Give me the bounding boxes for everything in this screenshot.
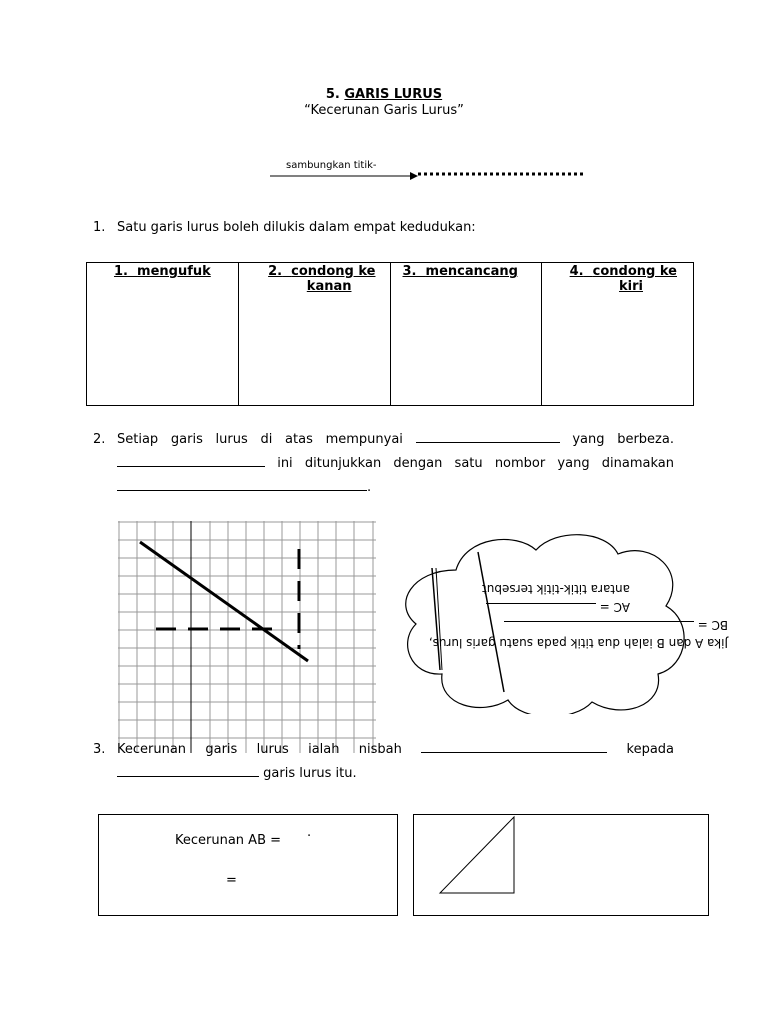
position-num: 3. [402,264,417,279]
title-number: 5. [325,87,340,102]
right-triangle-icon [438,815,518,897]
q2-text-2: yang berbeza. [572,432,674,447]
q3-line-1 [117,738,674,762]
cloud-line-2 [360,616,728,634]
position-cell-2 [238,263,390,406]
position-cell-1 [87,263,239,406]
formula-equals: = [226,873,237,888]
cloud-text [360,576,728,652]
q2-blank-3[interactable] [117,478,367,491]
q3-blank-1[interactable] [421,740,607,753]
q2-text-4: . [367,480,372,495]
position-cell-4 [542,263,694,406]
q3-text-2: kepada [626,742,675,757]
connect-label: sambungkan titik- [286,160,377,171]
cloud-line-4: antara titik-titik tersebut [482,582,630,596]
q3-text-3: garis lurus itu. [263,766,357,781]
q3-number: 3. [93,742,106,757]
q2-text-3: ini ditunjukkan dengan satu nombor yang dinamakan [277,456,674,471]
cloud-line-3 [360,598,728,616]
position-num: 1. [113,264,128,279]
q3-blank-2[interactable] [117,764,259,777]
graph-line-ab [140,542,308,661]
position-label: mengufuk [137,264,211,279]
cloud-line-1: Jika A dan B ialah dua titik pada suatu garis lurus, [428,636,728,650]
position-cell-3 [390,263,542,406]
position-label: mencancang [425,264,518,279]
page-subtitle: “Kecerunan Garis Lurus” [304,103,464,118]
cloud-ac-label: AC = [599,600,630,614]
q1-text: Satu garis lurus boleh dilukis dalam empat kedudukan: [117,220,476,235]
q3-line-2 [117,762,357,786]
cloud-bc-label: BC = [697,618,728,632]
q2-line-1 [117,428,674,452]
q1-number: 1. [93,220,106,235]
q3-text-1: Kecerunan garis lurus ialah nisbah [117,742,402,757]
q2-line-2 [117,452,674,476]
position-label-2: kiri [619,279,643,294]
grid-lines [118,521,376,753]
q2-text-1: Setiap garis lurus di atas mempunyai [117,432,403,447]
cloud-blank-bc[interactable] [504,621,694,632]
title-text: GARIS LURUS [344,87,443,102]
position-num: 2. [268,264,283,279]
formula-box [98,814,398,916]
q2-number: 2. [93,432,106,447]
positions-table [86,262,694,406]
connect-arrow-icon [268,166,588,182]
grid-graph [118,521,376,753]
position-label: condong ke [291,264,376,279]
q2-blank-1[interactable] [416,430,560,443]
position-num: 4. [569,264,584,279]
formula-label: Kecerunan AB = [175,833,282,848]
position-label-2: kanan [306,279,352,294]
triangle-box [413,814,709,916]
formula-dot: · [307,829,312,844]
position-label: condong ke [592,264,677,279]
q2-blank-2[interactable] [117,454,265,467]
cloud-blank-ac[interactable] [486,603,596,614]
q2-line-3 [117,476,371,500]
page-title [0,87,768,102]
